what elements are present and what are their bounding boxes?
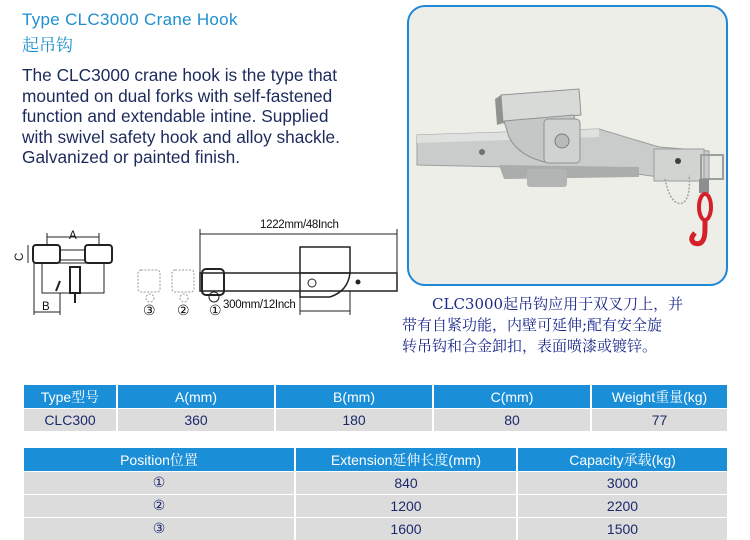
description-line: Galvanized or painted finish. (22, 147, 241, 167)
description-line: The CLC3000 crane hook is the type that (22, 65, 338, 85)
header-a: A(mm) (118, 385, 274, 408)
page-title-cn: 起吊钩 (22, 36, 73, 56)
description-cn-line: 带有自紧功能，内壁可延伸;配有安全旋 (402, 316, 663, 334)
cell-capacity: 3000 (518, 472, 727, 494)
position-3-marker: ③ (143, 303, 156, 319)
position-table (22, 447, 729, 540)
header-weight: Weight重量(kg) (592, 385, 727, 408)
cell-extension: 1600 (296, 518, 516, 540)
description-en (22, 65, 402, 168)
page-title: Type CLC3000 Crane Hook (22, 10, 238, 29)
dim-label-c: C (14, 252, 27, 262)
cell-type: CLC300 (24, 409, 116, 431)
cell-extension: 840 (296, 472, 516, 494)
table-row (24, 495, 727, 517)
dim-total-length: 1222mm/48Inch (260, 219, 339, 231)
description-line: with swivel safety hook and alloy shackle. (22, 126, 340, 147)
header-b: B(mm) (276, 385, 432, 408)
spec-table (22, 384, 729, 432)
header-extension: Extension延伸长度(mm) (296, 448, 516, 471)
technical-drawing (0, 205, 400, 325)
drawing-diagram-icon (0, 205, 400, 320)
cell-b: 180 (276, 409, 432, 431)
header-capacity: Capacity承载(kg) (518, 448, 727, 471)
position-2-marker: ② (177, 303, 190, 319)
position-1-marker: ① (209, 303, 222, 319)
table-row (24, 472, 727, 494)
dim-label-b: B (42, 301, 50, 313)
dim-label-a: A (69, 230, 77, 242)
description-cn-line: CLC3000起吊钩应用于双叉刀上，并 (432, 295, 684, 313)
cell-position: ③ (24, 518, 294, 540)
table-header-row (24, 448, 727, 471)
cell-capacity: 2200 (518, 495, 727, 517)
crane-hook-photo-icon (409, 7, 728, 286)
cell-position: ① (24, 472, 294, 494)
header-c: C(mm) (434, 385, 590, 408)
cell-position: ② (24, 495, 294, 517)
header-type: Type型号 (24, 385, 116, 408)
cell-extension: 1200 (296, 495, 516, 517)
description-cn-line: 转吊钩和合金卸扣，表面喷漆或镀锌。 (402, 337, 658, 355)
table-row (24, 409, 727, 431)
cell-c: 80 (434, 409, 590, 431)
table-row (24, 518, 727, 540)
cell-weight: 77 (592, 409, 727, 431)
dim-step-length: 300mm/12Inch (223, 299, 296, 311)
cell-capacity: 1500 (518, 518, 727, 540)
product-photo (407, 5, 728, 286)
cell-a: 360 (118, 409, 274, 431)
description-cn (402, 294, 742, 357)
table-header-row (24, 385, 727, 408)
header-position: Position位置 (24, 448, 294, 471)
description-line: function and extendable intine. Supplied (22, 106, 329, 126)
description-line: mounted on dual forks with self-fastened (22, 85, 333, 106)
